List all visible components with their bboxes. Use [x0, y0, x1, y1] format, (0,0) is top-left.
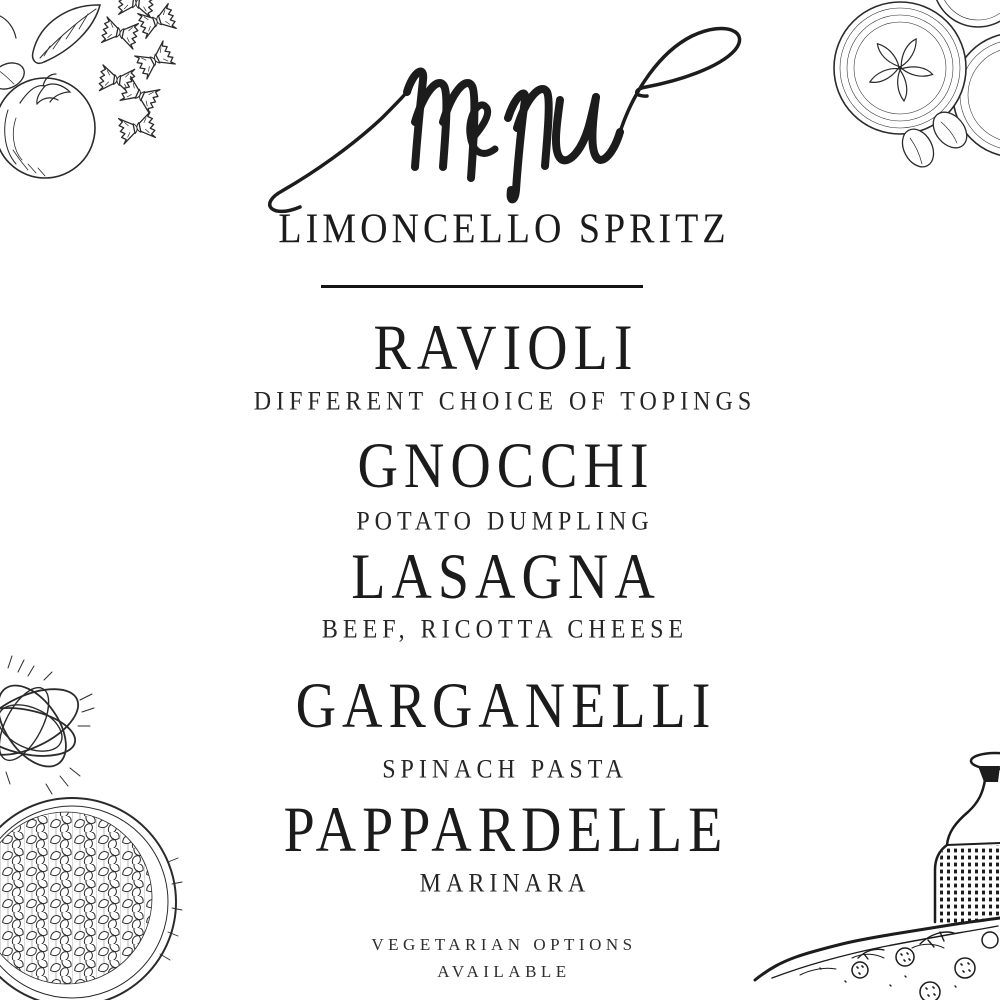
- menu-item-desc-garganelli: SPINACH PASTA: [382, 755, 628, 784]
- divider-line: [321, 285, 643, 288]
- menu-item-desc-lasagna: BEEF, RICOTTA CHEESE: [321, 615, 689, 644]
- menu-item-name-lasagna: LASAGNA: [351, 541, 661, 613]
- menu-item-desc-pappardelle: MARINARA: [419, 869, 591, 898]
- menu-item-name-gnocchi: GNOCCHI: [357, 430, 655, 502]
- menu-item-name-garganelli: GARGANELLI: [295, 670, 717, 742]
- menu-script-title: [0, 0, 1000, 222]
- menu-item-desc-ravioli: DIFFERENT CHOICE OF TOPINGS: [253, 387, 757, 416]
- subtitle-limoncello-spritz: LIMONCELLO SPRITZ: [278, 205, 730, 253]
- footer-note-line1: VEGETARIAN OPTIONS: [371, 935, 637, 954]
- menu-item-name-pappardelle: PAPPARDELLE: [283, 794, 729, 866]
- menu-item-name-ravioli: RAVIOLI: [373, 312, 639, 384]
- menu-item-desc-gnocchi: POTATO DUMPLING: [356, 507, 654, 536]
- footer-note-line2: AVAILABLE: [437, 962, 571, 981]
